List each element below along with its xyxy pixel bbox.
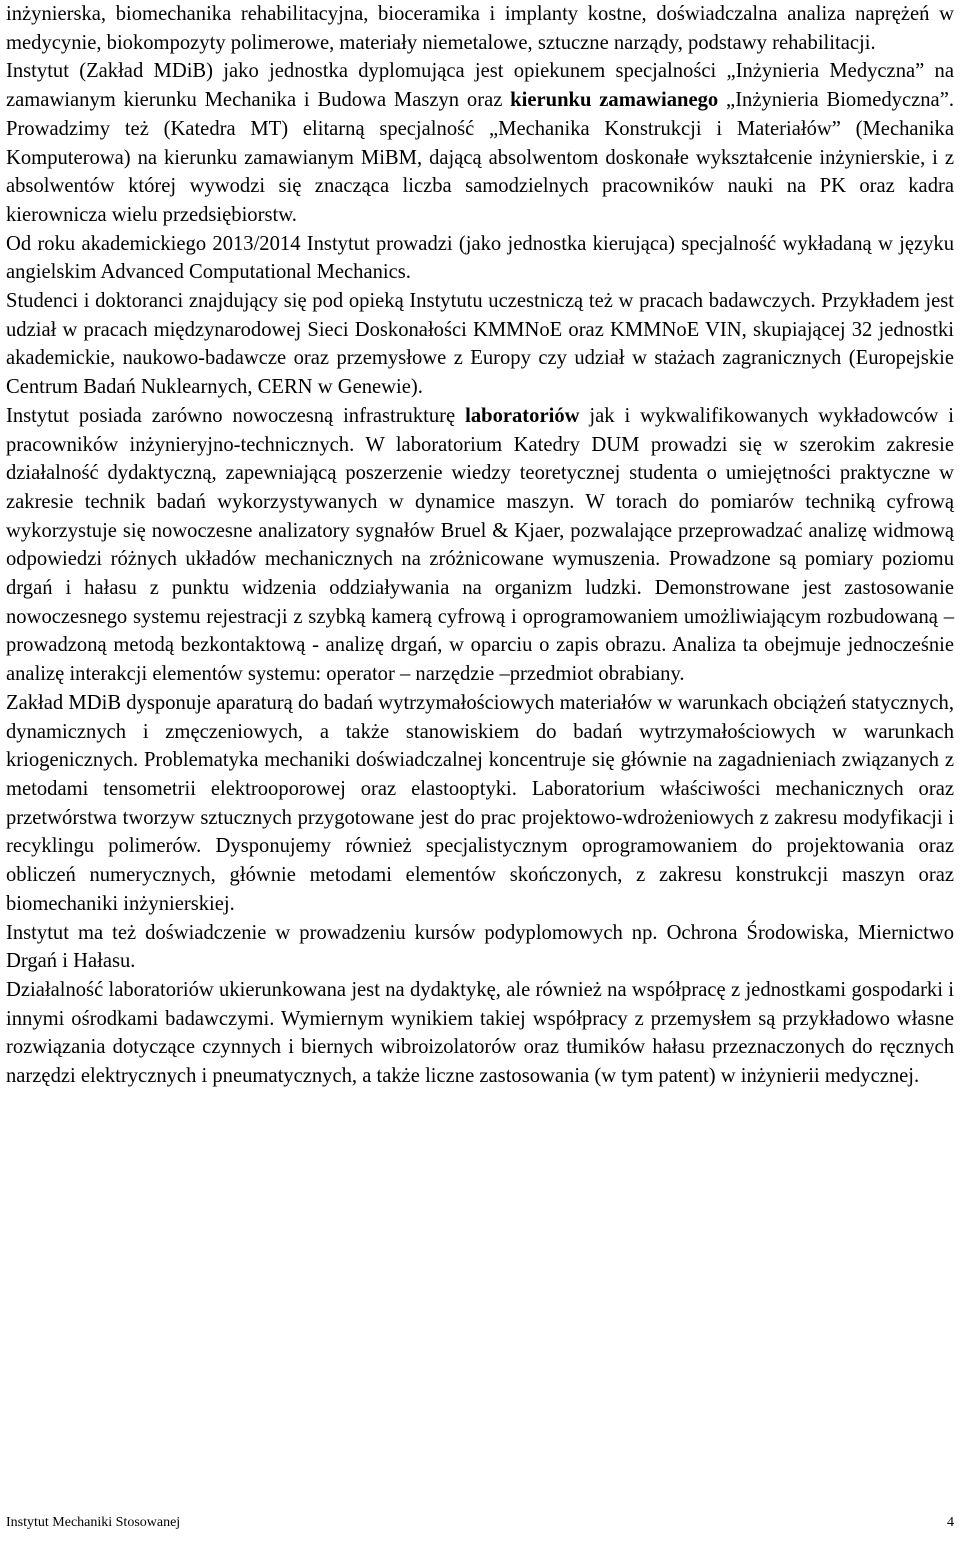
text-segment: Studenci i doktoranci znajdujący się pod opieką Instytutu uczestniczą też w pracach badawczych. Przykładem jest udział w pracach międzynarodowej Sieci Doskonałości KMMNoE oraz KMMNoE VIN, skupiającej 32 jednostki akademickie, naukowo-badawcze oraz przemysłowe z Europy czy udział w stażach zagranicznych (Europejskie Centrum Badań Nuklearnych, CERN w Genewie).: [6, 290, 954, 399]
paragraph: [6, 919, 954, 976]
paragraph: [6, 689, 954, 919]
paragraph: [6, 230, 954, 287]
footer-institute-name: Instytut Mechaniki Stosowanej: [6, 1515, 181, 1530]
paragraph: [6, 57, 954, 229]
bold-text: kierunku zamawianego: [510, 89, 719, 112]
paragraph: [6, 402, 954, 689]
text-segment: Instytut ma też doświadczenie w prowadzeniu kursów podyplomowych np. Ochrona Środowiska, Miernictwo Drgań i Hałasu.: [6, 921, 954, 973]
bold-text: laboratoriów: [465, 404, 580, 427]
text-segment: Instytut posiada zarówno nowoczesną infrastrukturę: [6, 404, 466, 427]
document-page: [6, 0, 954, 1091]
text-segment: Działalność laboratoriów ukierunkowana jest na dydaktykę, ale również na współpracę z jednostkami gospodarki i innymi ośrodkami badawczymi. Wymiernym wynikiem takiej współpracy z przemysłem są przykładowo własne rozwiązania dotyczące czynnych i biernych wibroizolatorów oraz tłumików hałasu przeznaczonych do ręcznych narzędzi elektrycznych i pneumatycznych, a także liczne zastosowania (w tym patent) w inżynierii medycznej.: [6, 978, 954, 1088]
page-footer: [6, 1515, 954, 1531]
document-body: [6, 0, 954, 1091]
paragraph: [6, 0, 954, 57]
text-segment: inżynierska, biomechanika rehabilitacyjna, bioceramika i implanty kostne, doświadczalna analiza naprężeń w medycynie, biokompozyty polimerowe, materiały niemetalowe, sztuczne narządy, podstawy rehabilitacji.: [6, 3, 954, 54]
footer-page-number: 4: [947, 1515, 954, 1530]
paragraph: [6, 287, 954, 402]
paragraph: [6, 976, 954, 1091]
text-segment: „Inżynieria Biomedyczna”. Prowadzimy też (Katedra MT) elitarną specjalność „Mechanika Konstrukcji i Materiałów” (Mechanika Komputerowa) na kierunku zamawianym MiBM, dającą absolwentom doskonałe wykształcenie inżynierskie, i z absolwentów której wywodzi się znacząca liczba samodzielnych pracowników nauki na PK oraz kadra kierownicza wielu przedsiębiorstw.: [6, 89, 954, 226]
text-segment: jak i wykwalifikowanych wykładowców i pracowników inżynieryjno-technicznych. W laboratorium Katedry DUM prowadzi się w szerokim zakresie działalność dydaktyczną, zapewniającą poszerzenie wiedzy teoretycznej studenta o umiejętności praktyczne w zakresie technik badań wykorzystywanych w dynamice maszyn. W torach do pomiarów techniką cyfrową wykorzystuje się nowoczesne analizatory sygnałów Bruel & Kjaer, pozwalające przeprowadzać analizę widmową odpowiedzi różnych układów mechanicznych na zróżnicowane wymuszenia. Prowadzone są pomiary poziomu drgań i hałasu z punktu widzenia oddziaływania na organizm ludzki. Demonstrowane jest zastosowanie nowoczesnego systemu rejestracji z szybką kamerą cyfrową i oprogramowaniem umożliwiającym rozbudowaną – prowadzoną metodą bezkontaktową - analizę drgań, w oparciu o zapis obrazu. Analiza ta obejmuje jednocześnie analizę interakcji elementów systemu: operator – narzędzie –przedmiot obrabiany.: [6, 404, 954, 686]
text-segment: Od roku akademickiego 2013/2014 Instytut prowadzi (jako jednostka kierująca) specjalność wykładaną w języku angielskim Advanced Computational Mechanics.: [6, 232, 954, 284]
text-segment: Zakład MDiB dysponuje aparaturą do badań wytrzymałościowych materiałów w warunkach obciążeń statycznych, dynamicznych i zmęczeniowych, a także stanowiskiem do badań wytrzymałościowych w warunkach kriogenicznych. Problematyka mechaniki doświadczalnej koncentruje się głównie na zagadnieniach związanych z metodami tensometrii elektrooporowej oraz elastooptyki. Laboratorium właściwości mechanicznych oraz przetwórstwa tworzyw sztucznych przygotowane jest do prac projektowo-wdrożeniowych z zakresu modyfikacji i recyklingu polimerów. Dysponujemy również specjalistycznym oprogramowaniem do projektowania oraz obliczeń numerycznych, głównie metodami elementów skończonych, z zakresu konstrukcji maszyn oraz biomechaniki inżynierskiej.: [6, 691, 954, 915]
text-segment: Instytut (Zakład MDiB) jako jednostka dyplomująca jest opiekunem specjalności „Inżynieria Medyczna” na zamawianym kierunku Mechanika i Budowa Maszyn oraz: [6, 60, 954, 112]
